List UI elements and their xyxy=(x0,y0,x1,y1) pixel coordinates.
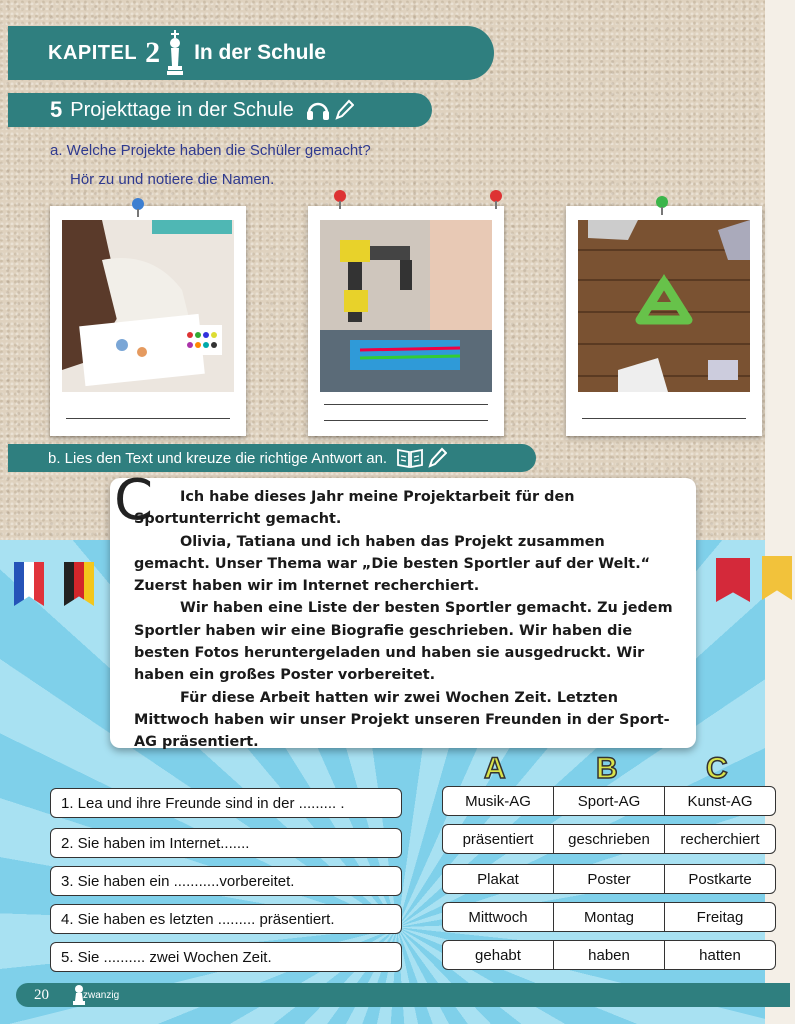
pushpin-icon xyxy=(334,190,346,202)
paragraph: Wir haben eine Liste der besten Sportler gemacht. Zu jedem Sportler haben wir eine Biografie geschrieben. Wir haben die besten Fotos heruntergeladen und haben sie ausgedruckt. Wir haben ein großes Poster vorbereitet. xyxy=(134,600,673,684)
option-c[interactable]: hatten xyxy=(699,946,741,964)
reading-text xyxy=(134,486,684,754)
recycling-photo xyxy=(578,220,750,392)
choice-header-a: A xyxy=(484,752,506,785)
choice-header-b: B xyxy=(596,752,618,785)
task-b-instruction: b. Lies den Text und kreuze die richtige Antwort an. xyxy=(48,449,388,467)
answer-line[interactable] xyxy=(66,418,230,419)
options-row-3 xyxy=(442,864,776,894)
question-text: 3. Sie haben ein ...........vorbereitet. xyxy=(61,872,295,890)
options-row-1 xyxy=(442,786,776,816)
answer-line[interactable] xyxy=(582,418,746,419)
option-a[interactable]: gehabt xyxy=(443,941,554,969)
robotics-photo xyxy=(320,220,492,392)
question-5 xyxy=(50,942,402,972)
page-number: 20 xyxy=(34,986,49,1003)
pencil-icon xyxy=(334,99,354,121)
chess-king-icon xyxy=(166,30,184,76)
section-number: 5 xyxy=(50,97,63,122)
option-c[interactable]: Postkarte xyxy=(688,870,752,888)
task-a-line2: Hör zu und notiere die Namen. xyxy=(70,171,275,188)
question-text: 2. Sie haben im Internet....... xyxy=(61,834,250,852)
page-footer xyxy=(16,983,790,1007)
photo-card-recycling xyxy=(566,206,762,436)
option-a[interactable]: präsentiert xyxy=(443,825,554,853)
pencil-icon xyxy=(427,447,447,469)
option-c[interactable]: Freitag xyxy=(696,908,744,926)
options-row-4 xyxy=(442,902,776,932)
question-2 xyxy=(50,828,402,858)
question-3 xyxy=(50,866,402,896)
option-a[interactable]: Musik-AG xyxy=(443,787,554,815)
drop-cap: C xyxy=(114,468,154,533)
option-a[interactable]: Plakat xyxy=(443,865,554,893)
painting-photo xyxy=(62,220,234,392)
question-text: 5. Sie .......... zwei Wochen Zeit. xyxy=(61,948,272,966)
answer-line[interactable] xyxy=(324,420,488,421)
chess-pawn-icon xyxy=(72,984,86,1006)
choice-header-c: C xyxy=(706,752,728,785)
options-row-2 xyxy=(442,824,776,854)
section-header xyxy=(8,93,432,127)
chapter-title: In der Schule xyxy=(194,41,326,64)
option-c[interactable]: recherchiert xyxy=(680,830,760,848)
reading-text-card xyxy=(110,468,696,751)
option-b[interactable]: geschrieben xyxy=(554,825,665,853)
chapter-number: 2 xyxy=(145,36,161,69)
paragraph: Olivia, Tatiana und ich haben das Projekt zusammen gemacht. Unser Thema war „Die besten Sportler auf der Welt.“ Zuerst haben wir im Internet recherchiert. xyxy=(134,533,651,595)
option-b[interactable]: Montag xyxy=(554,903,665,931)
paragraph: Ich habe dieses Jahr meine Projektarbeit für den Sportunterricht gemacht. xyxy=(134,489,575,528)
photo-card-robotics xyxy=(308,206,504,436)
task-a-line1: a. Welche Projekte haben die Schüler gemacht? xyxy=(50,142,371,159)
question-text: 1. Lea und ihre Freunde sind in der ......... . xyxy=(61,794,345,812)
section-title: Projekttage in der Schule xyxy=(70,98,294,121)
option-a[interactable]: Mittwoch xyxy=(443,903,554,931)
question-1 xyxy=(50,788,402,818)
question-4 xyxy=(50,904,402,934)
pushpin-icon xyxy=(132,198,144,210)
option-b[interactable]: Sport-AG xyxy=(554,787,665,815)
chapter-header xyxy=(8,26,494,80)
options-row-5 xyxy=(442,940,776,970)
page-number-word: zwanzig xyxy=(83,989,120,1001)
chapter-label: KAPITEL xyxy=(48,41,138,64)
task-a-instruction xyxy=(50,136,371,194)
option-b[interactable]: haben xyxy=(554,941,665,969)
option-c[interactable]: Kunst-AG xyxy=(687,792,753,810)
headphones-icon xyxy=(306,99,330,121)
question-text: 4. Sie haben es letzten ......... präsentiert. xyxy=(61,910,335,928)
answer-line[interactable] xyxy=(324,404,488,405)
paragraph: Für diese Arbeit hatten wir zwei Wochen Zeit. Letzten Mittwoch haben wir unser Projekt unseren Freunden in der Sport-AG präsentiert. xyxy=(134,689,670,751)
pushpin-icon xyxy=(656,196,668,208)
photo-card-painting xyxy=(50,206,246,436)
pushpin-icon xyxy=(490,190,502,202)
task-b-header xyxy=(8,444,536,472)
option-b[interactable]: Poster xyxy=(554,865,665,893)
book-icon xyxy=(397,448,423,468)
